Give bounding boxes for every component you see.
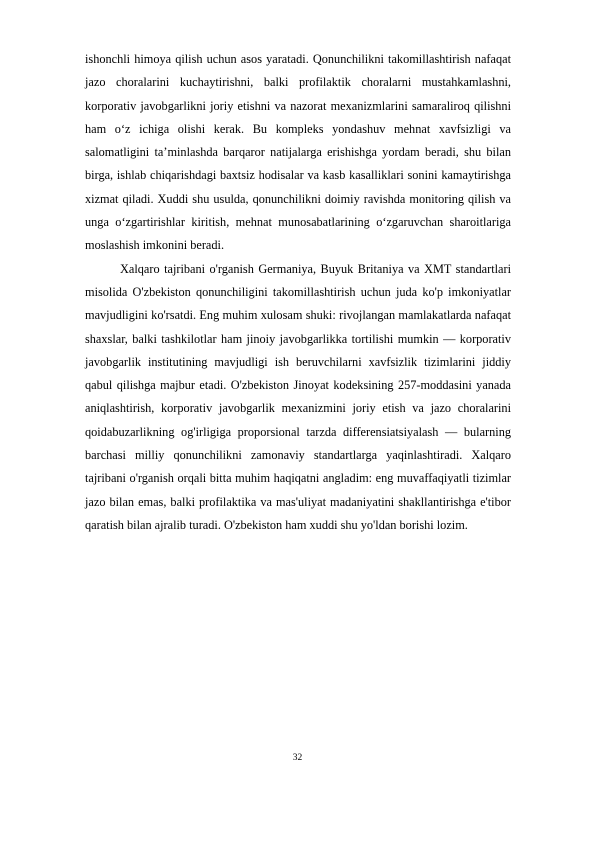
paragraph-2: Xalqaro tajribani o'rganish Germaniya, Buyuk Britaniya va XMT standartlari misolida O'zbekiston qonunchiligini takomillashtirish uchun juda ko'p imkoniyatlar mavjudligini ko'rsatdi. Eng muhim xulosam shuki: rivojlangan mamlakatlarda nafaqat shaxslar, balki tashkilotlar ham jinoiy javobgarlikka tortilishi mumkin — korporativ javobgarlik institutining mavjudligi ish beruvchilarni xavfsizlik tizimlarini jiddiy qabul qilishga majbur etadi. O'zbekiston Jinoyat kodeksining 257-moddasini yanada aniqlashtirish, korporativ javobgarlik mexanizmini joriy etish va jazo choralarini qoidabuzarlikning og'irligiga proporsional tarzda differensiatsiyalash — bularning barchasi milliy qonunchilikni zamonaviy standartlarga yaqinlashtiradi. Xalqaro tajribani o'rganish orqali bitta muhim haqiqatni angladim: eng muvaffaqiyatli tizimlar jazo bilan emas, balki profilaktika va mas'uliyat madaniyatini shakllantirishga e'tibor qaratish bilan ajralib turadi. O'zbekiston ham xuddi shu yo'ldan borishi lozim. (85, 261, 511, 532)
page-number: 32 (292, 753, 303, 763)
body-text (85, 48, 511, 537)
paragraph-1: ishonchli himoya qilish uchun asos yaratadi. Qonunchilikni takomillashtirish nafaqat jazo choralarini kuchaytirishni, balki profilaktik choralarni mustahkamlashni, korporativ javobgarlikni joriy etishni va nazorat mexanizmlarini samaraliroq qilishni ham o‘z ichiga olishi kerak. Bu kompleks yondashuv mehnat xavfsizligi va salomatligini ta’minlashda barqaror natijalarga erishishga yordam beradi, shu bilan birga, ishlab chiqarishdagi baxtsiz hodisalar va kasb kasalliklari sonini kamaytirishga xizmat qiladi. Xuddi shu usulda, qonunchilikni doimiy ravishda monitoring qilish va unga o‘zgartirishlar kiritish, mehnat munosabatlarining o‘zgaruvchan sharoitlariga moslashish imkonini beradi. (85, 52, 511, 253)
